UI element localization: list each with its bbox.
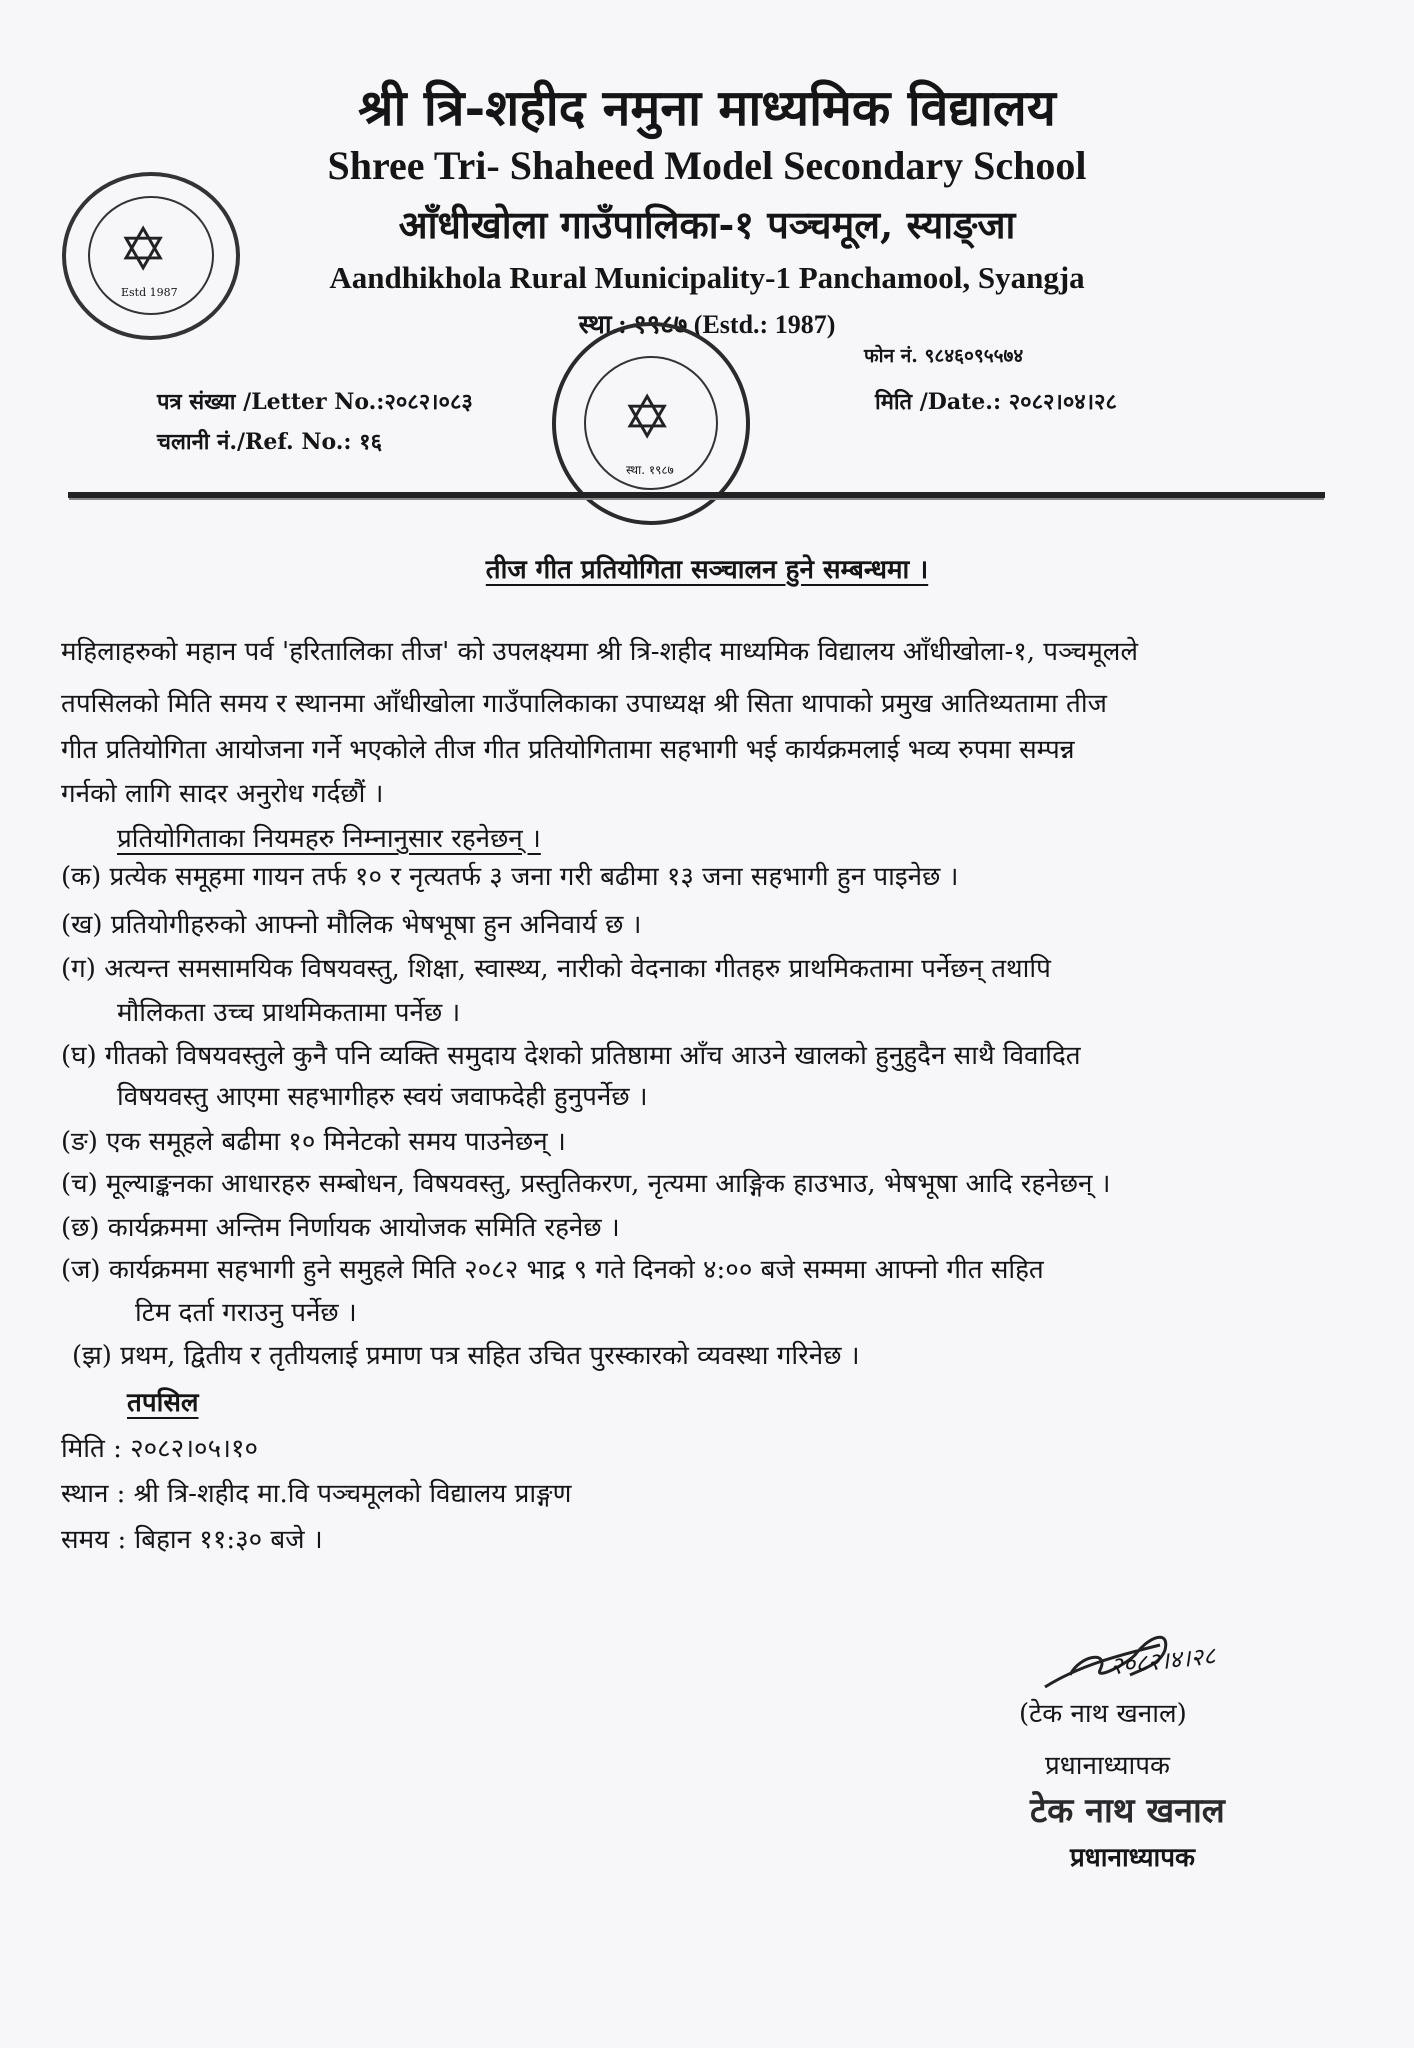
rules-heading: प्रतियोगिताका नियमहरु निम्नानुसार रहनेछन् । <box>117 824 541 854</box>
rule-item: (घ) गीतको विषयवस्तुले कुनै पनि व्यक्ति समुदाय देशको प्रतिष्ठामा आँच आउने खालको हुनुहुदैन साथै विवादित <box>61 1041 1081 1071</box>
star-emblem-icon: ✡ <box>118 215 169 285</box>
stamp-estd: स्था. १९८७ <box>626 463 674 477</box>
rule-item: (छ) कार्यक्रममा अन्तिम निर्णायक आयोजक समिति रहनेछ । <box>61 1213 620 1243</box>
letter-date: मिति /Date.: २०८२।०४।२८ <box>875 389 1117 415</box>
event-venue: स्थान : श्री त्रि-शहीद मा.वि पञ्चमूलको विद्यालय प्राङ्गण <box>61 1479 572 1509</box>
signatory-title: प्रधानाध्यापक <box>1045 1751 1171 1781</box>
body-line: तपसिलको मिति समय र स्थानमा आँधीखोला गाउँपालिकाका उपाध्यक्ष श्री सिता थापाको प्रमुख आतिथ्यतामा तीज <box>61 689 1107 719</box>
signatory-name: (टेक नाथ खनाल) <box>1019 1699 1187 1729</box>
school-name-nepali: श्री त्रि-शहीद नमुना माध्यमिक विद्यालय <box>358 78 1056 137</box>
established: स्था.: १९८७ (Estd.: 1987) <box>578 310 836 339</box>
rule-item: (ङ) एक समूहले बढीमा १० मिनेटको समय पाउनेछन् । <box>61 1127 566 1157</box>
details-heading: तपसिल <box>127 1388 199 1418</box>
subject-line: तीज गीत प्रतियोगिता सञ्चालन हुने सम्बन्धमा । <box>485 555 929 585</box>
handwritten-date: २०८२।४।२८ <box>1108 1641 1217 1681</box>
rule-item-continued: टिम दर्ता गराउनु पर्नेछ । <box>135 1298 357 1328</box>
body-line: महिलाहरुको महान पर्व 'हरितालिका तीज' को उपलक्ष्यमा श्री त्रि-शहीद माध्यमिक विद्यालय आँधीखोला-१, पञ्चमूलले <box>61 637 1139 667</box>
rule-item-continued: विषयवस्तु आएमा सहभागीहरु स्वयं जवाफदेही हुनुपर्नेछ । <box>117 1082 648 1112</box>
seal-estd: Estd 1987 <box>121 286 178 299</box>
body-line: गर्नको लागि सादर अनुरोध गर्दछौं । <box>61 779 384 809</box>
rule-item: (झ) प्रथम, द्वितीय र तृतीयलाई प्रमाण पत्र सहित उचित पुरस्कारको व्यवस्था गरिनेछ । <box>72 1341 860 1371</box>
school-name-english: Shree Tri- Shaheed Model Secondary School <box>327 143 1087 188</box>
event-date: मिति : २०८२।०५।१० <box>61 1434 258 1464</box>
address-nepali: आँधीखोला गाउँपालिका-१ पञ्चमूल, स्याङ्जा <box>398 202 1016 247</box>
rule-item: (च) मूल्याङ्कनका आधारहरु सम्बोधन, विषयवस्तु, प्रस्तुतिकरण, नृत्यमा आङ्गिक हाउभाउ, भेषभूषा आदि रहनेछन् । <box>61 1169 1111 1199</box>
rule-item: (क) प्रत्येक समूहमा गायन तर्फ १० र नृत्यतर्फ ३ जना गरी बढीमा १३ जना सहभागी हुन पाइनेछ । <box>61 862 959 892</box>
rule-item-continued: मौलिकता उच्च प्राथमिकतामा पर्नेछ । <box>117 998 461 1028</box>
reference-number: चलानी नं./Ref. No.: १६ <box>157 429 383 455</box>
body-line: गीत प्रतियोगिता आयोजना गर्ने भएकोले तीज गीत प्रतियोगितामा सहभागी भई कार्यक्रमलाई भव्य रुपमा सम्पन्न <box>61 735 1075 765</box>
title-stamp: प्रधानाध्यापक <box>1070 1843 1196 1873</box>
rule-item: (ग) अत्यन्त समसामयिक विषयवस्तु, शिक्षा, स्वास्थ्य, नारीको वेदनाका गीतहरु प्राथमिकतामा पर्नेछन् तथापि <box>61 954 1051 984</box>
event-time: समय : बिहान ११:३० बजे । <box>61 1525 323 1555</box>
address-english: Aandhikhola Rural Municipality-1 Panchamool, Syangja <box>329 260 1085 295</box>
header-divider <box>68 492 1325 498</box>
school-seal <box>62 172 240 340</box>
phone-number: फोन नं. ९८४६०९५५७४ <box>864 345 1024 367</box>
name-stamp: टेक नाथ खनाल <box>1030 1791 1225 1831</box>
star-emblem-icon: ✡ <box>622 383 673 453</box>
rule-item: (ख) प्रतियोगीहरुको आफ्नो मौलिक भेषभूषा हुन अनिवार्य छ । <box>61 910 642 940</box>
letter-number: पत्र संख्या /Letter No.:२०८२।०८३ <box>157 389 473 415</box>
rule-item: (ज) कार्यक्रममा सहभागी हुने समुहले मिति २०८२ भाद्र ९ गते दिनको ४:०० बजे सम्ममा आफ्नो गीत सहित <box>61 1255 1044 1285</box>
